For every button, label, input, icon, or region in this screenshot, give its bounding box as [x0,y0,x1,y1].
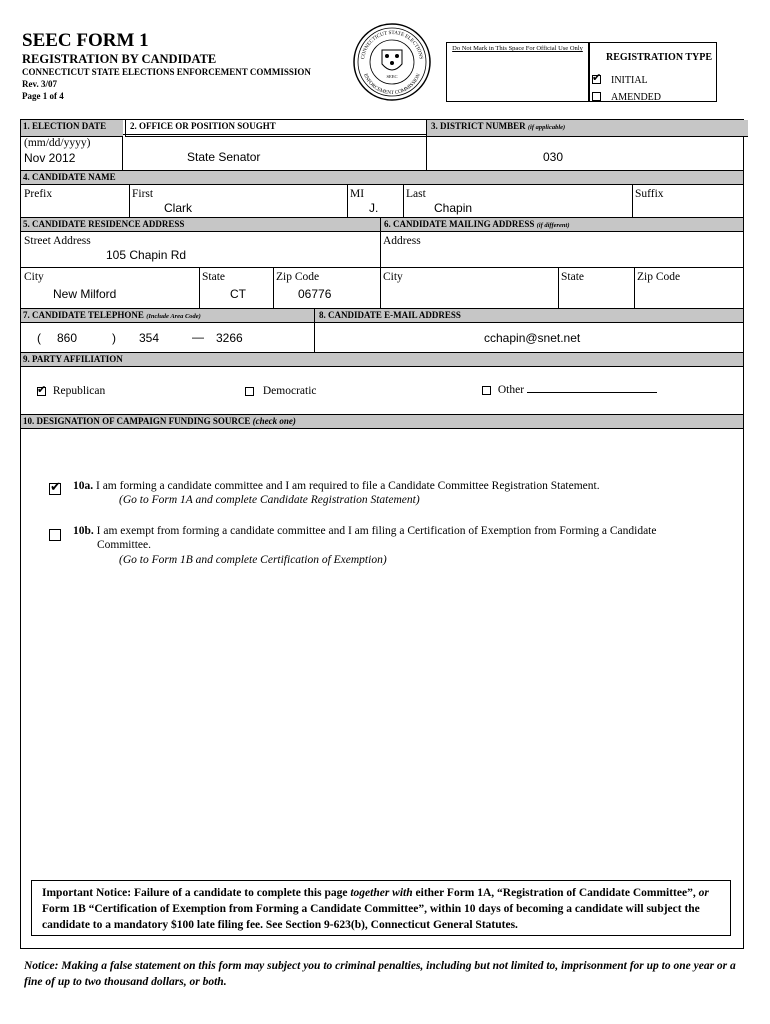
option-10b-note: (Go to Form 1B and complete Certification of Exemption) [119,554,387,566]
option-10a: 10a. I am forming a candidate committee and I am required to file a Candidate Committee Registration Statement. [73,480,600,492]
city-value[interactable]: New Milford [53,287,117,301]
option-10b-text2: Committee. [97,539,151,551]
option-10a-note: (Go to Form 1A and complete Candidate Registration Statement) [119,494,420,506]
party-header: 9. PARTY AFFILIATION [21,352,743,367]
zip-label: Zip Code [276,271,320,283]
phone-dash: — [192,330,204,344]
svg-text:CONNECTICUT STATE ELECTIONS: CONNECTICUT STATE ELECTIONS [360,29,424,60]
option-10a-checkbox[interactable] [49,482,61,500]
residence-header: 5. CANDIDATE RESIDENCE ADDRESS [23,219,185,229]
zip-value[interactable]: 06776 [298,287,332,301]
page-number: Page 1 of 4 [22,91,64,101]
first-label: First [132,188,154,200]
amended-checkbox[interactable] [592,92,601,101]
office-header: 2. OFFICE OR POSITION SOUGHT [125,120,432,137]
funding-header: 10. DESIGNATION OF CAMPAIGN FUNDING SOURCE (check one) [21,414,743,429]
district-value[interactable]: 030 [543,150,564,164]
other-checkbox[interactable] [482,386,491,395]
svg-text:ENFORCEMENT COMMISSION: ENFORCEMENT COMMISSION [361,72,423,97]
republican-checkbox[interactable] [37,387,46,396]
state-value[interactable]: CT [230,287,246,301]
prefix-label: Prefix [24,188,53,200]
mailing-header: 6. CANDIDATE MAILING ADDRESS (if different) [384,219,570,229]
last-label: Last [406,188,426,200]
revision: Rev. 3/07 [22,79,57,89]
mailing-city-label: City [383,271,403,283]
election-date-value[interactable]: Nov 2012 [24,151,76,165]
office-value[interactable]: State Senator [187,150,261,164]
phone-line-value[interactable]: 3266 [216,331,243,345]
official-use-box [446,42,589,102]
initial-checkbox[interactable] [592,75,601,84]
street-value[interactable]: 105 Chapin Rd [106,248,187,262]
option-10b-checkbox[interactable] [49,528,61,546]
amended-label: AMENDED [611,92,661,103]
mi-value[interactable]: J. [369,201,379,215]
option-10b: 10b. I am exempt from forming a candidate committee and I am filing a Certification of Exemption from Forming a Candidate [73,525,657,537]
agency-name: CONNECTICUT STATE ELECTIONS ENFORCEMENT COMMISSION [22,67,311,77]
initial-option[interactable] [592,70,648,88]
city-label: City [24,271,44,283]
footer-notice: Notice: Making a false statement on this form may subject you to criminal penalties, including but not limited to, imprisonment for up to one year or a fine of up to two thousand dollars, or both. [24,960,736,988]
date-format-label: (mm/dd/yyyy) [24,137,91,149]
party-democratic[interactable]: Democratic [245,384,317,399]
phone-area-value[interactable]: 860 [57,331,78,345]
initial-label: INITIAL [611,75,648,86]
mailing-zip-label: Zip Code [637,271,681,283]
email-value[interactable]: cchapin@snet.net [484,331,581,345]
mi-label: MI [350,188,365,200]
registration-form [20,119,744,949]
election-date-header: 1. ELECTION DATE [21,120,123,137]
state-seal-icon [352,22,432,102]
first-name-value[interactable]: Clark [164,201,193,215]
official-use-label: Do Not Mark in This Space For Official Use Only [452,45,583,52]
candidate-name-header: 4. CANDIDATE NAME [21,170,743,185]
phone-prefix-value[interactable]: 354 [139,331,160,345]
last-name-value[interactable]: Chapin [434,201,473,215]
other-blank[interactable] [527,382,657,393]
amended-option[interactable] [592,87,661,105]
important-notice: Important Notice: Failure of a candidate to complete this page together with either Form 1A, “Registration of Candidate Committee”, or Form 1B “Certification of Exemption from Forming a Candidate Committee”, within 10 days of becoming a candidate will subject the candidate to a mandatory $100 late filing fee. See Section 9-623(b), Connecticut General Statutes. [31,880,731,936]
democratic-checkbox[interactable] [245,387,254,396]
form-subtitle: REGISTRATION BY CANDIDATE [22,52,217,66]
suffix-label: Suffix [635,188,664,200]
form-title: SEEC FORM 1 [22,30,149,51]
phone-close-paren: ) [112,331,116,345]
district-header: 3. DISTRICT NUMBER (if applicable) [426,120,748,137]
phone-open-paren: ( [37,331,41,345]
mailing-address-label: Address [383,235,421,247]
registration-type-heading: REGISTRATION TYPE [606,52,713,63]
telephone-header: 7. CANDIDATE TELEPHONE (Include Area Code) [23,310,201,320]
street-label: Street Address [24,235,91,247]
registration-type-box [589,42,717,102]
party-other[interactable]: Other [482,382,657,398]
party-republican[interactable]: ✔ Republican [37,384,105,399]
state-label: State [202,271,225,283]
mailing-state-label: State [561,271,584,283]
email-header: 8. CANDIDATE E-MAIL ADDRESS [319,310,461,320]
svg-text:SEEC: SEEC [386,74,398,79]
